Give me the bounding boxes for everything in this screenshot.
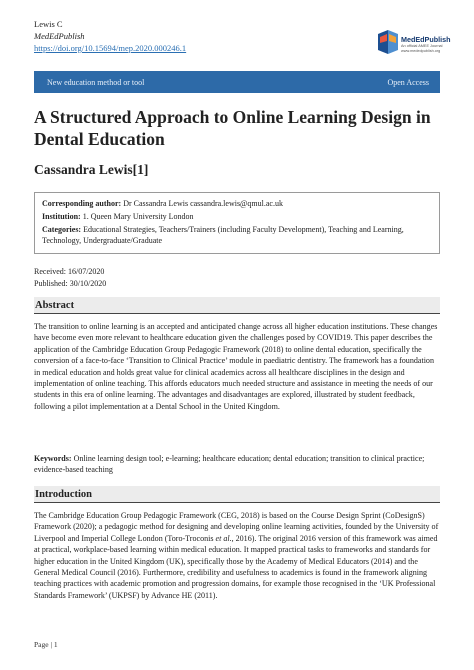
logo-sub-line1: An official AMEE Journal [401,44,443,48]
article-info-box [34,192,440,254]
article-dates [34,266,106,290]
author-name: Cassandra Lewis[1] [34,162,149,177]
institution-row [42,211,432,222]
corresponding-value: Dr Cassandra Lewis cassandra.lewis@qmul.ac.uk [123,199,283,208]
logo-mark-icon [376,28,400,56]
keywords-label: Keywords: [34,454,72,463]
keywords-value: Online learning design tool; e-learning; healthcare education; dental education; transition to clinical practice; evidence-based teaching [34,454,425,475]
author-short: Lewis C [34,19,63,29]
article-type-banner [34,71,440,93]
corresponding-label: Corresponding author: [42,199,122,208]
logo-sub-line2: www.mededpublish.org [401,49,441,53]
intro-text-italic: et al. [215,533,232,543]
abstract-heading: Abstract [34,297,440,314]
institution-label: Institution: [42,212,81,221]
page-number: Page | 1 [34,640,58,649]
open-access-label: Open Access [387,77,429,87]
intro-text-a: The Cambridge Education Group Pedagogic Framework (CEG, 2018) is based on the Course Design Sprint (CoDesignS) Framework (2020); a pedagogic method for designing and developing online learning activities, founded by the University of Liverpool and Imperial College London (Toro-Troconis [34,511,439,543]
introduction-text [34,510,440,601]
received-date: Received: 16/07/2020 [34,267,105,276]
categories-value: Educational Strategies, Teachers/Trainers (including Faculty Development), Teaching and Learning, Technology, Undergraduate/Graduate [42,225,404,245]
logo-subtitle [401,44,443,54]
corresponding-author-row [42,198,432,209]
categories-label: Categories: [42,225,82,234]
running-header [34,18,186,54]
abstract-text: The transition to online learning is an accepted and anticipated change across all higher education institutions. These changes have become even more relevant to healthcare education given the challenges posed by COVID19. This paper describes the application of the Cambridge Education Group Pedagogic Framework (2018) to online dental education, specifically the conversion of a face-to-face ‘Transition to Clinical Practice’ module in paediatric dentistry. The framework has a foundation in medical education and holds great value for clinical academics across all healthcare disciplines in the design and implementation of online teaching. This affords educators much needed structure and assistance in meeting the needs of our students in this era of online learning. The advantages and disadvantages are explored, illustrated by student feedback, following a pilot implementation at a Dental School in the United Kingdom. [34,322,438,411]
intro-text-b: , 2016). The original 2016 version of this framework was aimed at practical, workplace-based learning within medical education. It mapped practical tasks to frameworks and standards for higher education in the United Kingdom (UK), specifically those by the Academy of Medical Educators (2014) and the General Medical Council (2016). Furthermore, credibility and usefulness to academics is found in the framework aligning teaching practices with academic promotion and progression domains, for example those recognised in the ‘UK Professional Standards Framework’ (UKPSF) by Advance HE (2011). [34,533,438,600]
introduction-heading: Introduction [34,486,440,503]
mededpublish-logo [376,28,451,68]
institution-value: 1. Queen Mary University London [82,212,194,221]
article-type: New education method or tool [47,77,145,87]
logo-name: MedEdPublish [401,35,451,44]
article-title: A Structured Approach to Online Learning Design in Dental Education [34,107,431,149]
published-date: Published: 30/10/2020 [34,279,107,288]
journal-name: MedEdPublish [34,31,85,41]
doi-link[interactable]: https://doi.org/10.15694/mep.2020.000246.1 [34,43,187,53]
keywords [34,453,440,476]
categories-row [42,224,432,246]
